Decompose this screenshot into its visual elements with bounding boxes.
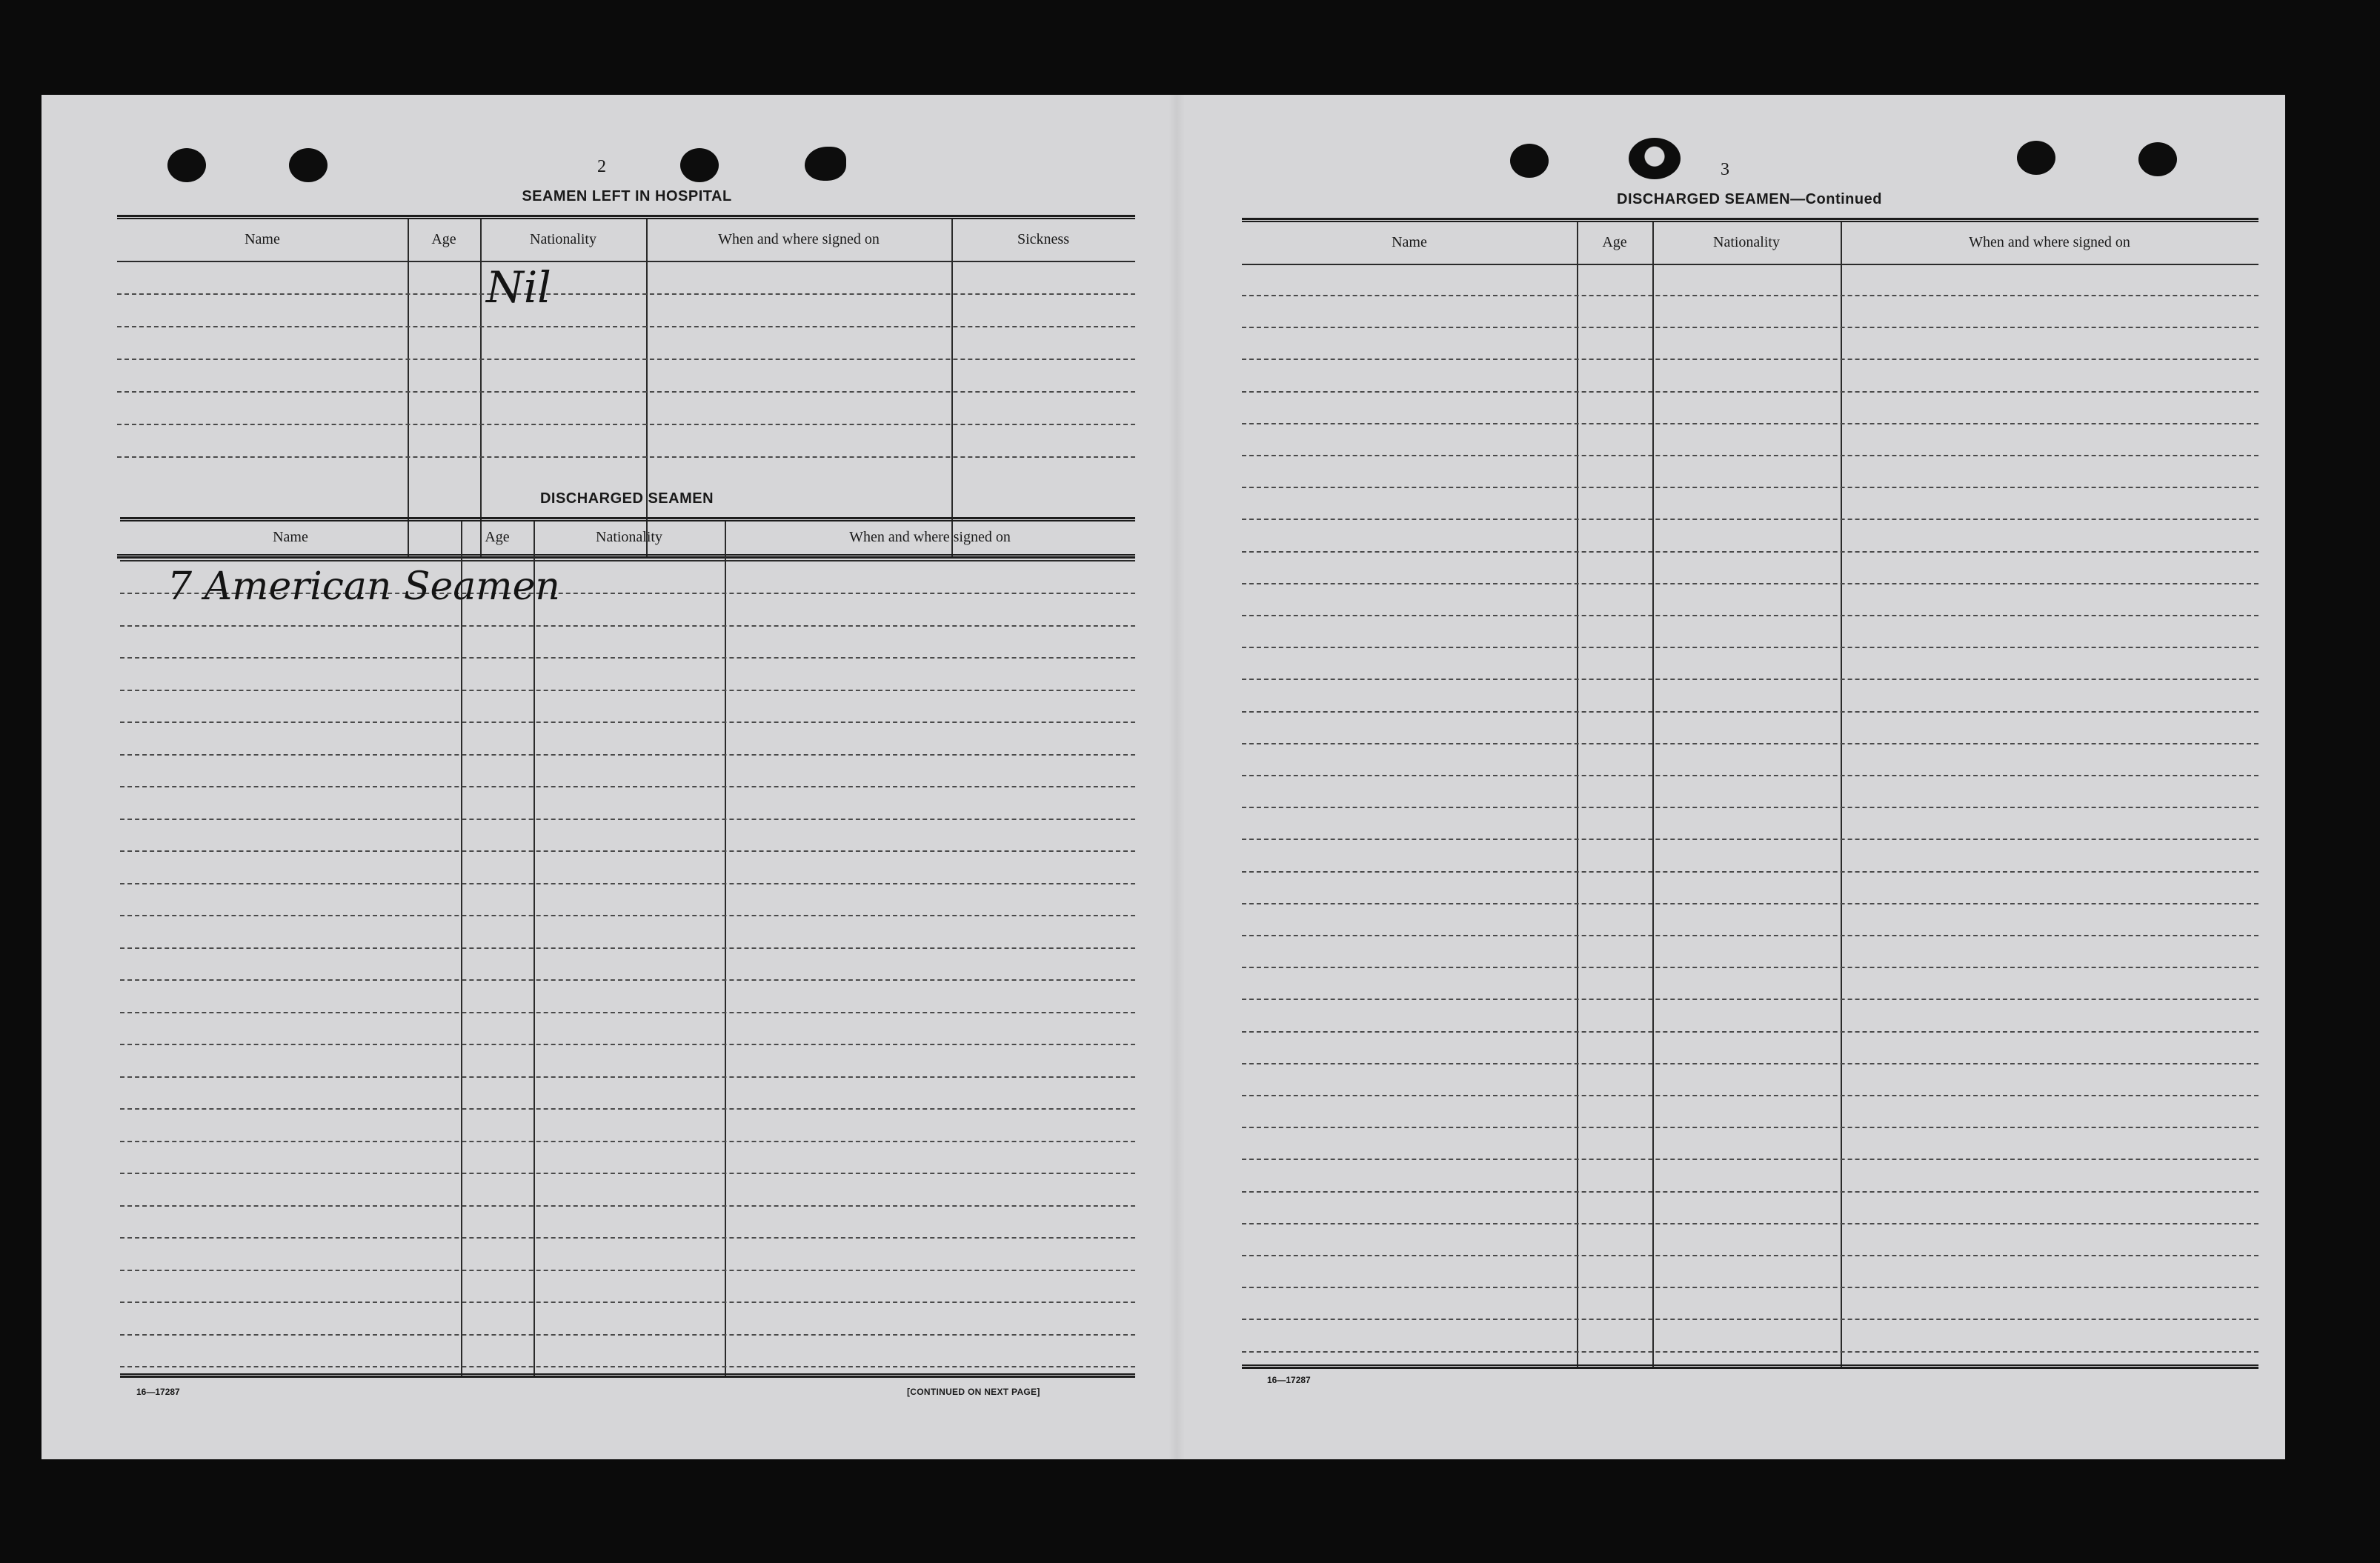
table-row: [120, 1076, 1135, 1078]
column-divider: [1652, 222, 1654, 1367]
handwritten-entry-seamen: 7 American Seamen: [167, 564, 560, 609]
section-title-discharged: DISCHARGED SEAMEN: [539, 490, 714, 507]
form-sheet: [41, 95, 2285, 1459]
table-row: [1242, 839, 2258, 840]
header-age: Age: [1602, 234, 1627, 250]
table-row: [1242, 647, 2258, 648]
table-row: [1242, 1095, 2258, 1096]
table-row: [1242, 1319, 2258, 1320]
table-row: [1242, 295, 2258, 296]
table-row: [120, 1141, 1135, 1142]
header-name: Name: [273, 529, 308, 545]
table-row: [1242, 455, 2258, 456]
table-row: [1242, 999, 2258, 1000]
column-divider: [408, 219, 409, 559]
table-row: [1242, 1159, 2258, 1160]
page-number: 2: [597, 157, 606, 176]
table-row: [1242, 775, 2258, 776]
table-row: [1242, 327, 2258, 328]
handwritten-entry-nil: Nil: [486, 262, 551, 313]
punch-hole: [1629, 138, 1681, 179]
top-rule: [117, 215, 1135, 219]
table-row: [120, 754, 1135, 756]
table-row: [120, 1044, 1135, 1045]
table-row: [1242, 679, 2258, 680]
table-row: [120, 1270, 1135, 1271]
table-row: [1242, 1287, 2258, 1288]
table-row: [1242, 1255, 2258, 1256]
header-age: Age: [485, 529, 510, 545]
header-rule: [120, 560, 1135, 561]
header-rule: [1242, 264, 2258, 265]
table-row: [120, 1334, 1135, 1336]
table-row: [120, 819, 1135, 820]
table-row: [120, 979, 1135, 981]
table-row: [120, 786, 1135, 787]
table-row: [120, 1366, 1135, 1367]
table-row: [1242, 807, 2258, 808]
column-divider: [461, 521, 462, 1378]
bottom-rule: [1242, 1364, 2258, 1369]
header-nationality: Nationality: [1713, 234, 1780, 250]
table-row: [120, 721, 1135, 723]
discharged-table: [120, 517, 1135, 1379]
table-row: [117, 456, 1135, 458]
punch-hole: [2017, 141, 2055, 175]
continued-note: [CONTINUED ON NEXT PAGE]: [907, 1387, 1040, 1397]
bottom-rule: [120, 1373, 1135, 1378]
table-row: [1242, 1351, 2258, 1353]
table-row: [120, 850, 1135, 852]
header-nationality: Nationality: [596, 529, 662, 545]
table-row: [120, 883, 1135, 884]
table-row: [1242, 487, 2258, 488]
column-divider: [480, 219, 482, 559]
table-row: [1242, 1063, 2258, 1064]
discharged-continued-table: [1242, 218, 2258, 1370]
table-row: [1242, 1031, 2258, 1033]
table-row: [120, 1108, 1135, 1110]
column-divider: [533, 521, 535, 1378]
page-fold: [1169, 95, 1185, 1459]
table-row: [120, 915, 1135, 916]
table-row: [1242, 615, 2258, 616]
table-row: [1242, 519, 2258, 520]
table-row: [120, 1237, 1135, 1239]
table-row: [1242, 423, 2258, 424]
header-rule: [117, 261, 1135, 262]
table-row: [1242, 583, 2258, 584]
top-rule: [120, 517, 1135, 521]
header-age: Age: [431, 231, 456, 247]
punch-hole: [167, 148, 206, 182]
punch-hole: [2138, 142, 2177, 176]
table-row: [117, 326, 1135, 327]
table-row: [1242, 1191, 2258, 1193]
column-divider: [1841, 222, 1842, 1367]
table-row: [120, 1173, 1135, 1174]
table-row: [1242, 967, 2258, 968]
header-sickness: Sickness: [1017, 231, 1069, 247]
header-name: Name: [1392, 234, 1427, 250]
punch-hole: [1510, 144, 1549, 178]
header-when-where: When and where signed on: [849, 529, 1011, 545]
table-row: [1242, 743, 2258, 744]
page-number: 3: [1721, 160, 1729, 179]
table-row: [120, 625, 1135, 627]
table-row: [1242, 711, 2258, 713]
table-row: [120, 1012, 1135, 1013]
hospital-table: [117, 215, 1135, 563]
table-row: [1242, 391, 2258, 393]
punch-hole: [805, 147, 846, 181]
table-row: [120, 657, 1135, 659]
top-rule: [1242, 218, 2258, 222]
form-number: 16—17287: [136, 1387, 180, 1397]
column-divider: [951, 219, 953, 559]
column-divider: [1577, 222, 1578, 1367]
form-number: 16—17287: [1267, 1375, 1311, 1385]
table-row: [117, 359, 1135, 360]
header-name: Name: [245, 231, 280, 247]
table-row: [1242, 359, 2258, 360]
punch-hole: [680, 148, 719, 182]
table-row: [1242, 935, 2258, 936]
table-row: [117, 424, 1135, 425]
section-title-hospital: SEAMEN LEFT IN HOSPITAL: [522, 188, 732, 204]
table-row: [120, 690, 1135, 691]
header-when-where: When and where signed on: [718, 231, 880, 247]
table-row: [120, 1302, 1135, 1303]
table-row: [1242, 871, 2258, 873]
table-row: [1242, 1127, 2258, 1128]
section-title-discharged-continued: DISCHARGED SEAMEN—Continued: [1617, 191, 1882, 207]
table-row: [1242, 1223, 2258, 1224]
table-row: [1242, 551, 2258, 553]
table-row: [120, 947, 1135, 949]
table-row: [117, 293, 1135, 295]
table-row: [1242, 903, 2258, 904]
table-row: [117, 391, 1135, 393]
column-divider: [725, 521, 726, 1378]
header-nationality: Nationality: [530, 231, 596, 247]
punch-hole: [289, 148, 328, 182]
header-when-where: When and where signed on: [1969, 234, 2130, 250]
column-divider: [646, 219, 648, 559]
table-row: [120, 1205, 1135, 1207]
